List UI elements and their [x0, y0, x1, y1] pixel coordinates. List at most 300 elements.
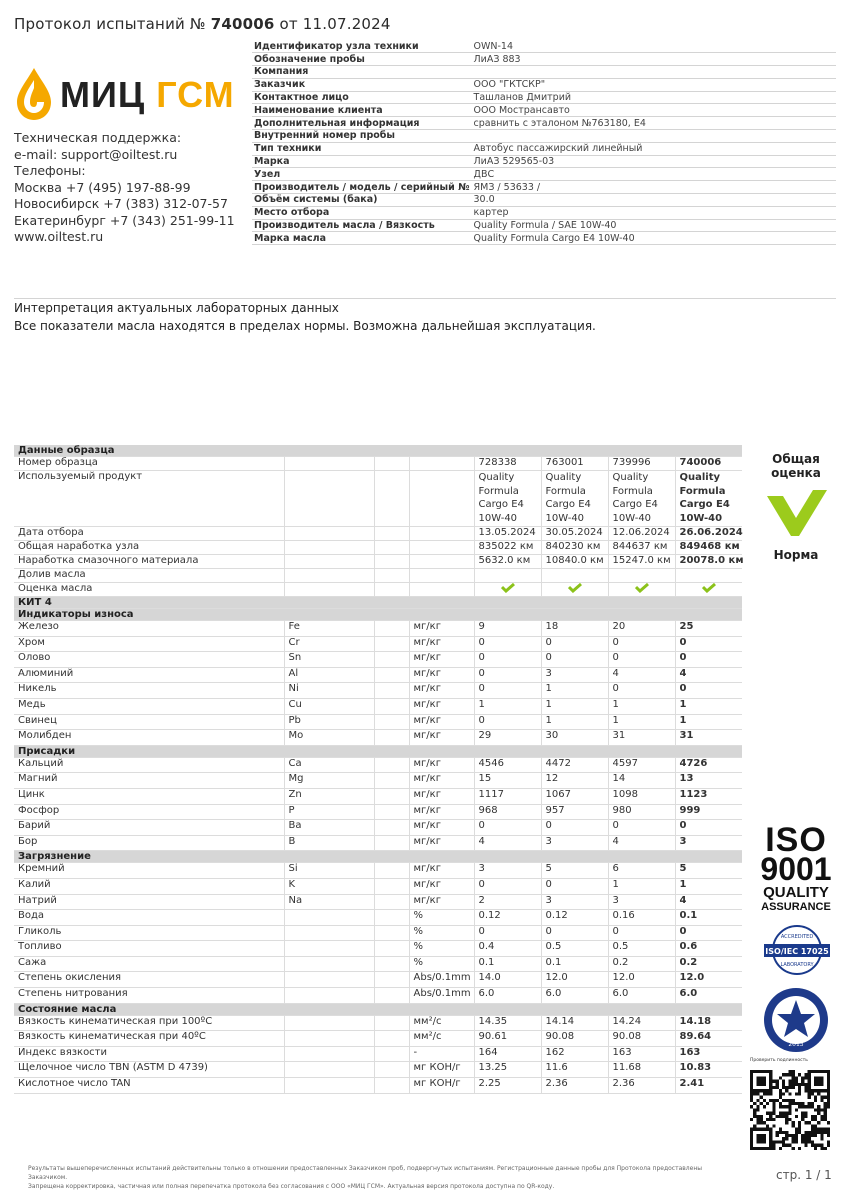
- info-key: Компания: [252, 66, 472, 79]
- total-run: 835022 км: [474, 541, 541, 555]
- metric-name: Бор: [14, 835, 284, 851]
- table-row: [14, 730, 742, 746]
- big-check-icon: [761, 486, 831, 540]
- website-link[interactable]: www.oiltest.ru: [14, 229, 104, 244]
- contacts-block: [14, 130, 235, 246]
- value: 29: [474, 730, 541, 746]
- info-value: ЯМЗ / 53633 /: [472, 181, 836, 194]
- value: 0.1: [541, 956, 608, 972]
- value: 0.1: [474, 956, 541, 972]
- metric-name: Фосфор: [14, 804, 284, 820]
- sample-number: 728338: [474, 457, 541, 471]
- value: 0.12: [541, 910, 608, 926]
- kit-row: [14, 597, 742, 609]
- value: 0: [675, 820, 742, 836]
- unit: мг/кг: [409, 788, 474, 804]
- overall-label: Общая оценка: [771, 452, 821, 480]
- value: 0: [675, 652, 742, 668]
- value: 4: [675, 894, 742, 910]
- value: 4: [608, 667, 675, 683]
- value: 5: [541, 863, 608, 879]
- row-label: Долив масла: [14, 569, 284, 583]
- table-row: [14, 988, 742, 1004]
- table-row: [14, 1062, 742, 1078]
- brand-name: [60, 74, 235, 116]
- info-row: [252, 53, 836, 66]
- total-run: 840230 км: [541, 541, 608, 555]
- interpretation-heading: Интерпретация актуальных лабораторных данных: [14, 301, 339, 315]
- element-symbol: Ni: [284, 683, 374, 699]
- unit: мм²/с: [409, 1031, 474, 1047]
- metric-name: Медь: [14, 698, 284, 714]
- element-symbol: [284, 925, 374, 941]
- unit: %: [409, 941, 474, 957]
- unit: мг/кг: [409, 863, 474, 879]
- value: 12: [541, 773, 608, 789]
- unit: мг/кг: [409, 652, 474, 668]
- product-name: Quality Formula Cargo E4 10W-40: [675, 471, 742, 527]
- metric-name: Кремний: [14, 863, 284, 879]
- section-title: Индикаторы износа: [14, 609, 742, 621]
- table-row: [14, 1031, 742, 1047]
- table-row: [14, 820, 742, 836]
- value: 0: [608, 636, 675, 652]
- total-run: 844637 км: [608, 541, 675, 555]
- unit: мм²/с: [409, 1015, 474, 1031]
- element-symbol: Zn: [284, 788, 374, 804]
- unit: мг/кг: [409, 636, 474, 652]
- info-value: ЛиАЗ 883: [472, 53, 836, 66]
- info-key: Тип техники: [252, 142, 472, 155]
- info-row: [252, 40, 836, 53]
- value: 1098: [608, 788, 675, 804]
- value: 3: [541, 894, 608, 910]
- value: 3: [675, 835, 742, 851]
- info-key: Дополнительная информация: [252, 117, 472, 130]
- info-row: [252, 130, 836, 143]
- value: 0: [474, 667, 541, 683]
- value: 0.12: [474, 910, 541, 926]
- element-symbol: [284, 1031, 374, 1047]
- metric-name: Вязкость кинематическая при 100ºC: [14, 1015, 284, 1031]
- value: 0: [474, 714, 541, 730]
- footer-line: Запрещена корректировка, частичная или полная перепечатка протокола без согласования с ООО «МИЦ ГСМ». Актуальная версия протокола доступна по QR-коду.: [28, 1183, 555, 1190]
- info-value: Ташланов Дмитрий: [472, 91, 836, 104]
- check-icon: [501, 583, 515, 593]
- section-title: Присадки: [14, 745, 742, 757]
- info-row: [252, 194, 836, 207]
- check-icon: [702, 583, 716, 593]
- info-row: [252, 181, 836, 194]
- metric-name: Алюминий: [14, 667, 284, 683]
- table-row: [14, 636, 742, 652]
- unit: мг/кг: [409, 757, 474, 773]
- sample-number: 740006: [675, 457, 742, 471]
- section-row: [14, 445, 742, 457]
- row-label: Оценка масла: [14, 583, 284, 597]
- info-value: картер: [472, 206, 836, 219]
- info-key: Обозначение пробы: [252, 53, 472, 66]
- info-row: [252, 155, 836, 168]
- value: 0: [608, 820, 675, 836]
- value: 1: [474, 698, 541, 714]
- iec-lab: LABORATORY: [780, 962, 814, 968]
- unit: мг/кг: [409, 698, 474, 714]
- metric-name: Топливо: [14, 941, 284, 957]
- kit-label: КИТ 4: [14, 597, 742, 609]
- element-symbol: [284, 988, 374, 1004]
- info-key: Наименование клиента: [252, 104, 472, 117]
- value: 15: [474, 773, 541, 789]
- table-row: [14, 773, 742, 789]
- value: 5: [675, 863, 742, 879]
- value: 12.0: [608, 972, 675, 988]
- phone-novosibirsk: Новосибирск +7 (383) 312-07-57: [14, 196, 228, 211]
- value: 14: [608, 773, 675, 789]
- value: 0: [474, 925, 541, 941]
- table-row: [14, 1046, 742, 1062]
- info-value: ООО Мострансавто: [472, 104, 836, 117]
- iso-label: ISO: [765, 821, 827, 859]
- title-date: от 11.07.2024: [279, 15, 391, 33]
- value: 0: [608, 683, 675, 699]
- company-logo: [14, 66, 254, 122]
- interpretation-text: Все показатели масла находятся в пределах нормы. Возможна дальнейшая эксплуатация.: [14, 319, 596, 333]
- value: 163: [608, 1046, 675, 1062]
- sample-info-table: [252, 40, 836, 245]
- metric-name: Натрий: [14, 894, 284, 910]
- row-label: Наработка смазочного материала: [14, 555, 284, 569]
- accreditation-seal-icon: [762, 986, 830, 1054]
- metric-name: Молибден: [14, 730, 284, 746]
- section-title: Состояние масла: [14, 1003, 742, 1015]
- unit: мг КОН/г: [409, 1078, 474, 1094]
- table-row: [14, 683, 742, 699]
- table-row: [14, 878, 742, 894]
- element-symbol: Cu: [284, 698, 374, 714]
- value: 0: [675, 636, 742, 652]
- phone-moscow: Москва +7 (495) 197-88-99: [14, 179, 191, 195]
- product-name: Quality Formula Cargo E4 10W-40: [474, 471, 541, 527]
- value: 6.0: [474, 988, 541, 1004]
- qr-code[interactable]: [750, 1070, 830, 1150]
- value: 162: [541, 1046, 608, 1062]
- table-row: [14, 804, 742, 820]
- value: 1: [608, 698, 675, 714]
- info-value: Quality Formula / SAE 10W-40: [472, 219, 836, 232]
- element-symbol: [284, 910, 374, 926]
- value: 20: [608, 621, 675, 637]
- value: 0: [541, 652, 608, 668]
- table-row: [14, 1015, 742, 1031]
- info-value: Quality Formula Cargo E4 10W-40: [472, 232, 836, 245]
- section-row: [14, 745, 742, 757]
- value: 13: [675, 773, 742, 789]
- section-title: Данные образца: [14, 445, 742, 457]
- value: 90.08: [608, 1031, 675, 1047]
- unit: мг/кг: [409, 730, 474, 746]
- row-label: Общая наработка узла: [14, 541, 284, 555]
- value: 14.35: [474, 1015, 541, 1031]
- value: 0: [608, 925, 675, 941]
- check-icon: [568, 583, 582, 593]
- iec-accredited: ACCREDITED: [780, 934, 814, 940]
- oil-run: 20078.0 км: [675, 555, 742, 569]
- value: 2.41: [675, 1078, 742, 1094]
- value: 0: [474, 683, 541, 699]
- table-row: [14, 652, 742, 668]
- value: 4597: [608, 757, 675, 773]
- metric-name: Гликоль: [14, 925, 284, 941]
- value: 0.1: [675, 910, 742, 926]
- table-row: [14, 757, 742, 773]
- info-value: Автобус пассажирский линейный: [472, 142, 836, 155]
- page-title: [14, 15, 391, 33]
- element-symbol: Ba: [284, 820, 374, 836]
- value: 4546: [474, 757, 541, 773]
- value: 4: [608, 835, 675, 851]
- info-key: Заказчик: [252, 78, 472, 91]
- unit: мг/кг: [409, 773, 474, 789]
- value: 0: [541, 925, 608, 941]
- value: 0: [675, 683, 742, 699]
- table-row: [14, 910, 742, 926]
- value: 0.2: [675, 956, 742, 972]
- value: 6: [608, 863, 675, 879]
- element-symbol: [284, 941, 374, 957]
- info-row: [252, 78, 836, 91]
- value: 2.36: [608, 1078, 675, 1094]
- metric-name: Железо: [14, 621, 284, 637]
- value: 31: [675, 730, 742, 746]
- sample-date: 12.06.2024: [608, 527, 675, 541]
- info-value: OWN-14: [472, 40, 836, 53]
- info-key: Идентификатор узла техники: [252, 40, 472, 53]
- value: 4472: [541, 757, 608, 773]
- metric-name: Никель: [14, 683, 284, 699]
- value: 18: [541, 621, 608, 637]
- info-row: [252, 206, 836, 219]
- value: 0.2: [608, 956, 675, 972]
- oil-run: 10840.0 км: [541, 555, 608, 569]
- footer-line: Результаты вышеперечисленных испытаний действительны только в отношении предоставленных Заказчиком проб, подвергнутых испытаниям. Регистрационные данные пробы для Протокола предоставлены Заказчиком.: [28, 1165, 702, 1181]
- element-symbol: [284, 1015, 374, 1031]
- value: 25: [675, 621, 742, 637]
- section-row: [14, 851, 742, 863]
- unit: %: [409, 910, 474, 926]
- overall-rating: [752, 452, 840, 562]
- value: 10.83: [675, 1062, 742, 1078]
- element-symbol: Pb: [284, 714, 374, 730]
- unit: %: [409, 956, 474, 972]
- sample-date: 26.06.2024: [675, 527, 742, 541]
- info-row: [252, 142, 836, 155]
- brand-left: МИЦ: [60, 74, 146, 115]
- check-icon: [635, 583, 649, 593]
- value: 6.0: [608, 988, 675, 1004]
- table-row: [14, 788, 742, 804]
- value: 163: [675, 1046, 742, 1062]
- metric-name: Магний: [14, 773, 284, 789]
- table-row: [14, 667, 742, 683]
- sample-number: 739996: [608, 457, 675, 471]
- metric-name: Степень нитрования: [14, 988, 284, 1004]
- info-value: 30.0: [472, 194, 836, 207]
- table-row: [14, 1078, 742, 1094]
- info-key: Внутренний номер пробы: [252, 130, 472, 143]
- product-name: Quality Formula Cargo E4 10W-40: [541, 471, 608, 527]
- value: 12.0: [541, 972, 608, 988]
- value: 9: [474, 621, 541, 637]
- value: 6.0: [675, 988, 742, 1004]
- table-row: [14, 956, 742, 972]
- table-row: [14, 972, 742, 988]
- element-symbol: B: [284, 835, 374, 851]
- value: 1: [675, 878, 742, 894]
- oil-run: 15247.0 км: [608, 555, 675, 569]
- info-key: Узел: [252, 168, 472, 181]
- value: 2.36: [541, 1078, 608, 1094]
- support-email[interactable]: e-mail: support@oiltest.ru: [14, 146, 178, 162]
- value: 1: [541, 714, 608, 730]
- info-key: Марка масла: [252, 232, 472, 245]
- unit: -: [409, 1046, 474, 1062]
- total-run: 849468 км: [675, 541, 742, 555]
- value: 3: [608, 894, 675, 910]
- value: 957: [541, 804, 608, 820]
- table-row: [14, 714, 742, 730]
- value: 14.24: [608, 1015, 675, 1031]
- element-symbol: Na: [284, 894, 374, 910]
- table-row: [14, 621, 742, 637]
- value: 968: [474, 804, 541, 820]
- info-key: Марка: [252, 155, 472, 168]
- value: 4: [675, 667, 742, 683]
- sample-number: 763001: [541, 457, 608, 471]
- element-symbol: Sn: [284, 652, 374, 668]
- info-value: ЛиАЗ 529565-03: [472, 155, 836, 168]
- value: 13.25: [474, 1062, 541, 1078]
- unit: мг/кг: [409, 621, 474, 637]
- unit: мг/кг: [409, 683, 474, 699]
- interpretation-block: [14, 298, 836, 333]
- value: 1: [541, 698, 608, 714]
- lab-results-table: [14, 445, 742, 1094]
- overall-status: Норма: [773, 548, 819, 562]
- value: 0: [474, 820, 541, 836]
- value: 4: [474, 835, 541, 851]
- value: 1117: [474, 788, 541, 804]
- unit: мг/кг: [409, 820, 474, 836]
- value: 14.0: [474, 972, 541, 988]
- value: 0: [474, 878, 541, 894]
- info-key: Место отбора: [252, 206, 472, 219]
- metric-name: Щелочное число TBN (ASTM D 4739): [14, 1062, 284, 1078]
- metric-name: Калий: [14, 878, 284, 894]
- metric-name: Барий: [14, 820, 284, 836]
- value: 3: [541, 835, 608, 851]
- value: 164: [474, 1046, 541, 1062]
- metric-name: Цинк: [14, 788, 284, 804]
- unit: мг КОН/г: [409, 1062, 474, 1078]
- info-row: [252, 66, 836, 79]
- value: 1: [541, 683, 608, 699]
- row-label: Используемый продукт: [14, 471, 284, 527]
- value: 90.08: [541, 1031, 608, 1047]
- element-symbol: Mg: [284, 773, 374, 789]
- value: 11.68: [608, 1062, 675, 1078]
- iso-9001-badge: [760, 821, 832, 914]
- value: 0.16: [608, 910, 675, 926]
- element-symbol: [284, 1078, 374, 1094]
- value: 0: [608, 652, 675, 668]
- value: 999: [675, 804, 742, 820]
- unit: Abs/0.1mm: [409, 988, 474, 1004]
- oil-drop-icon: [14, 66, 54, 122]
- element-symbol: Fe: [284, 621, 374, 637]
- element-symbol: Si: [284, 863, 374, 879]
- value: 0: [474, 652, 541, 668]
- element-symbol: K: [284, 878, 374, 894]
- rating-row: [14, 583, 742, 597]
- brand-right: ГСМ: [156, 74, 235, 115]
- table-row: [14, 894, 742, 910]
- info-key: Объём системы (бака): [252, 194, 472, 207]
- value: 0: [541, 636, 608, 652]
- row-label: Номер образца: [14, 457, 284, 471]
- value: 1067: [541, 788, 608, 804]
- sample-date: 30.05.2024: [541, 527, 608, 541]
- value: 1: [608, 714, 675, 730]
- table-row: [14, 863, 742, 879]
- unit: Abs/0.1mm: [409, 972, 474, 988]
- metric-name: Вода: [14, 910, 284, 926]
- table-row: [14, 835, 742, 851]
- info-row: [252, 232, 836, 245]
- metric-name: Индекс вязкости: [14, 1046, 284, 1062]
- iso-number: 9001: [760, 851, 832, 887]
- total-run-row: [14, 541, 742, 555]
- table-row: [14, 941, 742, 957]
- metric-name: Олово: [14, 652, 284, 668]
- value: 0.6: [675, 941, 742, 957]
- value: 3: [541, 667, 608, 683]
- topup-row: [14, 569, 742, 583]
- info-value: сравнить с эталоном №763180, Е4: [472, 117, 836, 130]
- info-key: Производитель масла / Вязкость: [252, 219, 472, 232]
- element-symbol: [284, 1046, 374, 1062]
- value: 0.4: [474, 941, 541, 957]
- date-row: [14, 527, 742, 541]
- metric-name: Хром: [14, 636, 284, 652]
- section-title: Загрязнение: [14, 851, 742, 863]
- row-label: Дата отбора: [14, 527, 284, 541]
- value: 1123: [675, 788, 742, 804]
- value: 31: [608, 730, 675, 746]
- iso-assurance: ASSURANCE: [761, 901, 831, 913]
- info-row: [252, 219, 836, 232]
- value: 2.25: [474, 1078, 541, 1094]
- iso-quality: QUALITY: [763, 884, 829, 901]
- table-row: [14, 925, 742, 941]
- unit: мг/кг: [409, 894, 474, 910]
- sample-date: 13.05.2024: [474, 527, 541, 541]
- value: 0.5: [608, 941, 675, 957]
- unit: мг/кг: [409, 667, 474, 683]
- info-row: [252, 117, 836, 130]
- value: 30: [541, 730, 608, 746]
- metric-name: Кальций: [14, 757, 284, 773]
